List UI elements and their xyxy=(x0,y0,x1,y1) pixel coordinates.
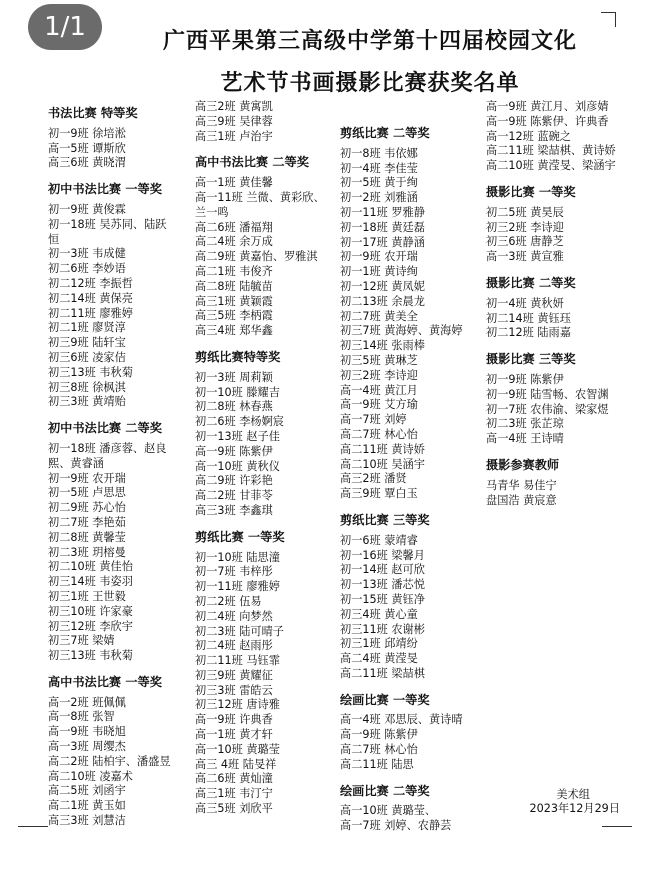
winner-entry: 初三2班 李诗迎 xyxy=(340,368,418,382)
footer-date: 2023年12月29日 xyxy=(529,802,620,815)
winner-entry: 初一6班 蒙靖睿 xyxy=(340,533,418,547)
winner-entry: 高二11班 黄诗娇 xyxy=(340,442,425,456)
winner-entry: 初二6班 李妙语 xyxy=(48,262,126,276)
column-1 xyxy=(48,100,176,829)
winner-entry: 初二8班 黄馨莹 xyxy=(48,530,126,544)
winner-entry: 初一18班 黄廷磊 xyxy=(340,220,425,234)
winner-entry: 初一13班 潘芯悦 xyxy=(340,578,425,592)
winner-entry: 高三1班 韦汀宁 xyxy=(195,787,273,801)
winner-entry: 初二3班 玥榕曼 xyxy=(48,545,126,559)
winner-entry: 高二6班 黄灿潼 xyxy=(195,772,273,786)
winner-entry: 初一3班 周莉颖 xyxy=(195,370,273,384)
award-section-heading: 书法比赛 特等奖 xyxy=(48,106,138,120)
winner-entry: 高一4班 黄江月 xyxy=(340,383,418,397)
winner-entry: 初二9班 苏心怡 xyxy=(48,501,126,515)
winner-entry: 高一5班 谭斯欣 xyxy=(48,141,126,155)
award-section-heading: 剪纸比赛 二等奖 xyxy=(340,126,430,140)
winner-entry: 初二4班 赵雨彤 xyxy=(195,639,273,653)
column-3 xyxy=(340,120,478,834)
winner-entry: 初三13班 韦秋菊 xyxy=(48,365,133,379)
winner-entry: 初一9班 陈紫伊 xyxy=(486,372,564,386)
winner-entry: 高二6班 潘福翔 xyxy=(195,220,273,234)
winner-entry: 高一3班 周缨杰 xyxy=(48,740,126,754)
winner-entry: 高二8班 陆毓苗 xyxy=(195,279,273,293)
winner-entry: 初三4班 黄心童 xyxy=(340,607,418,621)
winner-entry: 初一15班 黄钰净 xyxy=(340,592,425,606)
winner-entry: 初三11班 农谢彬 xyxy=(340,622,425,636)
winner-entry: 初二8班 林春燕 xyxy=(195,400,273,414)
winner-entry: 初二14班 黄保亮 xyxy=(48,291,133,305)
winner-entry: 初二3班 陆可晴子 xyxy=(195,624,284,638)
winner-entry: 盘国浩 黄宸意 xyxy=(486,493,557,507)
winner-entry: 马青华 易佳宁 xyxy=(486,478,557,492)
winner-entry: 初三8班 徐枫淇 xyxy=(48,380,126,394)
footer-organization: 美术组 xyxy=(556,788,590,801)
crop-mark-bottom-right xyxy=(602,826,632,827)
winner-entry: 初一2班 刘雅涵 xyxy=(340,191,418,205)
winner-entry: 初一9班 陆雪畅、农智渊 xyxy=(486,387,609,401)
winner-entry: 初三7班 黄海婷、黄海婷 xyxy=(340,324,463,338)
winner-entry: 初二12班 陆雨嘉 xyxy=(486,326,571,340)
winner-entry: 初一9班 黄俊霖 xyxy=(48,202,126,216)
winner-entry: 初三9班 黄耀征 xyxy=(195,668,273,682)
winner-entry: 初一13班 赵子佳 xyxy=(195,429,280,443)
winner-entry: 高一4班 邓思辰、黄诗晴 xyxy=(340,713,463,727)
winner-entry: 初一4班 黄秋妍 xyxy=(486,296,564,310)
winner-entry: 高一9班 许典香 xyxy=(195,713,273,727)
crop-mark-bottom-left xyxy=(18,826,48,827)
winner-entry: 初一10班 陆思潼 xyxy=(195,550,280,564)
award-section-heading: 剪纸比赛 三等奖 xyxy=(340,512,430,527)
winner-entry: 初二10班 黄佳怡 xyxy=(48,560,133,574)
winner-entry: 初一4班 李佳莹 xyxy=(340,161,418,175)
winner-entry: 高三6班 黄晓渭 xyxy=(48,156,126,170)
winner-entry: 初一12班 黄凤妮 xyxy=(340,279,425,293)
award-section-heading: 摄影比赛 二等奖 xyxy=(486,275,576,290)
award-section-heading: 摄影参赛教师 xyxy=(486,457,560,472)
award-section-heading: 初中书法比赛 一等奖 xyxy=(48,182,162,197)
award-section-heading: 绘画比赛 二等奖 xyxy=(340,783,430,798)
page-indicator: 1/1 xyxy=(28,4,102,50)
winner-entry: 高一2班 班佩佩 xyxy=(48,695,126,709)
award-section-heading: 摄影比赛 一等奖 xyxy=(486,184,576,199)
winner-entry: 初二5班 黄昊辰 xyxy=(486,205,564,219)
winner-entry: 初一7班 农伟渝、梁家煜 xyxy=(486,402,609,416)
winner-entry: 高二2班 甘菲苓 xyxy=(195,489,273,503)
winner-entry: 初二6班 李杨婀宸 xyxy=(195,415,284,429)
award-section-heading: 初中书法比赛 二等奖 xyxy=(48,421,162,436)
winner-entry: 初三9班 陆轩宝 xyxy=(48,336,126,350)
winner-entry: 初二3班 张芷琼 xyxy=(486,417,564,431)
winner-entry: 初三12班 李欣宇 xyxy=(48,619,133,633)
winner-entry: 初三14班 韦姿羽 xyxy=(48,575,133,589)
winner-entry: 高三5班 李柄霞 xyxy=(195,309,273,323)
winner-entry: 初一18班 吴苏同、陆跃恒 xyxy=(48,217,167,246)
winner-entry: 高三4班 郑华鑫 xyxy=(195,324,273,338)
winner-entry: 初一11班 廖雅婷 xyxy=(195,580,280,594)
winner-entry: 高二11班 陆思 xyxy=(340,757,414,771)
winner-entry: 高二10班 凌嘉术 xyxy=(48,769,133,783)
winner-entry: 高一10班 黄璐莹 xyxy=(195,742,280,756)
winner-entry: 高二10班 吴涵宇 xyxy=(340,457,425,471)
winner-entry: 高一3班 黄宣雅 xyxy=(486,250,564,264)
winner-entry: 初一18班 潘彦蓉、赵良熙、黄睿涵 xyxy=(48,441,167,470)
winner-entry: 初三3班 黄靖贻 xyxy=(48,395,126,409)
winner-entry: 初一5班 卢思思 xyxy=(48,486,126,500)
column-4 xyxy=(486,100,636,508)
winner-entry: 高二4班 黄滢旻 xyxy=(340,652,418,666)
winner-entry: 高二11班 梁喆棋 xyxy=(340,666,425,680)
winner-entry: 初二7班 黄美全 xyxy=(340,309,418,323)
winner-entry: 初二7班 李艳茹 xyxy=(48,515,126,529)
award-section-heading: 绘画比赛 一等奖 xyxy=(340,692,430,707)
winner-entry: 高二2班 陆柏宇、潘盛昱 xyxy=(48,754,171,768)
winner-entry: 高三5班 刘欣平 xyxy=(195,802,273,816)
winner-entry: 高三2班 黄寓凯 xyxy=(195,100,273,113)
winner-entry: 高一1班 黄才轩 xyxy=(195,728,273,742)
winner-entry: 初一10班 滕耀吉 xyxy=(195,385,280,399)
winner-entry: 初一7班 韦梓彤 xyxy=(195,565,273,579)
winner-entry: 高一9班 艾方瑜 xyxy=(340,398,418,412)
column-2 xyxy=(195,100,330,817)
winner-entry: 高三1班 黄颖霞 xyxy=(195,294,273,308)
winner-entry: 初二14班 黄钰珏 xyxy=(486,311,571,325)
award-section-heading: 剪纸比赛特等奖 xyxy=(195,349,281,364)
award-section-heading: 高中书法比赛 一等奖 xyxy=(48,674,162,689)
winner-entry: 高三 4班 陆旻祥 xyxy=(195,757,277,771)
winner-entry: 初一5班 黄于绚 xyxy=(340,176,418,190)
winner-entry: 初一1班 黄诗绚 xyxy=(340,265,418,279)
winner-entry: 初三6班 凌家佶 xyxy=(48,350,126,364)
winner-entry: 初一17班 黄静涵 xyxy=(340,235,425,249)
winner-entry: 初三5班 黄琳芝 xyxy=(340,353,418,367)
winner-entry: 高三3班 李鑫琪 xyxy=(195,503,273,517)
winner-entry: 初二4班 向梦然 xyxy=(195,609,273,623)
winner-entry: 高三9班 吴律蓉 xyxy=(195,114,273,128)
winner-entry: 高二4班 余万成 xyxy=(195,235,273,249)
winner-entry: 高二10班 黄滢旻、梁涵宇 xyxy=(486,159,616,173)
winner-entry: 高三9班 覃白玉 xyxy=(340,487,418,501)
winner-entry: 初三12班 唐诗雅 xyxy=(195,698,280,712)
document-title-line1: 广西平果第三高级中学第十四届校园文化 xyxy=(162,29,577,54)
winner-entry: 高一7班 刘婷、农静芸 xyxy=(340,819,452,833)
winner-entry: 初一8班 韦依娜 xyxy=(340,146,418,160)
winner-entry: 高三2班 潘贤 xyxy=(340,472,407,486)
winner-entry: 高二9班 许彩艳 xyxy=(195,474,273,488)
winner-entry: 高二1班 黄玉如 xyxy=(48,799,126,813)
winner-entry: 高一8班 张智 xyxy=(48,710,115,724)
winner-entry: 高三1班 卢治宇 xyxy=(195,129,273,143)
winner-entry: 初二11班 廖雅婷 xyxy=(48,306,133,320)
winner-entry: 初一3班 韦成健 xyxy=(48,247,126,261)
winner-entry: 初三1班 邱靖纷 xyxy=(340,637,418,651)
winner-entry: 高三3班 刘慧洁 xyxy=(48,814,126,828)
winner-entry: 初三1班 王世毅 xyxy=(48,589,126,603)
winner-entry: 高一10班 黄秋仪 xyxy=(195,459,280,473)
winner-entry: 初三10班 许家豪 xyxy=(48,604,133,618)
winner-entry: 高一7班 刘婷 xyxy=(340,413,407,427)
winner-entry: 初一9班 农开瑞 xyxy=(340,250,418,264)
winner-entry: 初一14班 赵可欣 xyxy=(340,563,425,577)
winner-entry: 高一9班 陈紫伊 xyxy=(340,728,418,742)
winner-entry: 高二9班 黄嘉怡、罗雅淇 xyxy=(195,250,318,264)
winner-entry: 高二11班 梁喆棋、黄诗娇 xyxy=(486,144,616,158)
winner-entry: 初二2班 伍易 xyxy=(195,594,262,608)
winner-entry: 高二7班 林心怡 xyxy=(340,427,418,441)
winner-entry: 高一12班 蓝碗之 xyxy=(486,129,571,143)
winner-entry: 初三3班 雷皓云 xyxy=(195,683,273,697)
winner-entry: 高一9班 陈紫伊、许典香 xyxy=(486,114,609,128)
winner-entry: 初二13班 余晨龙 xyxy=(340,294,425,308)
winner-entry: 高一9班 黄江月、刘彦婧 xyxy=(486,100,609,113)
winner-entry: 高一10班 黄璐莹、 xyxy=(340,804,437,818)
winner-entry: 高一4班 王诗晴 xyxy=(486,432,564,446)
winner-entry: 初一16班 梁馨月 xyxy=(340,548,425,562)
winner-entry: 初三7班 梁婧 xyxy=(48,634,115,648)
winner-entry: 高二7班 林心怡 xyxy=(340,743,418,757)
award-section-heading: 高中书法比赛 二等奖 xyxy=(195,155,309,170)
winner-entry: 初三14班 张雨棒 xyxy=(340,339,425,353)
winner-entry: 高一11班 兰微、黄彩欣、兰一鸣 xyxy=(195,190,325,219)
winner-entry: 初二1班 廖贤淳 xyxy=(48,321,126,335)
winner-entry: 高一9班 陈紫伊 xyxy=(195,444,273,458)
winner-entry: 初二11班 马钰霏 xyxy=(195,654,280,668)
winner-entry: 初三13班 韦秋菊 xyxy=(48,649,133,663)
document-title-line2: 艺术节书画摄影比赛获奖名单 xyxy=(220,71,520,96)
winner-entry: 初三2班 李诗迎 xyxy=(486,220,564,234)
winner-entry: 初三6班 唐静芝 xyxy=(486,235,564,249)
winner-entry: 初一11班 罗雅静 xyxy=(340,205,425,219)
winner-entry: 初二12班 李振哲 xyxy=(48,276,133,290)
award-section-heading: 摄影比赛 三等奖 xyxy=(486,352,576,367)
winner-entry: 高二5班 刘函宇 xyxy=(48,784,126,798)
winner-entry: 高二1班 韦俊齐 xyxy=(195,264,273,278)
winner-entry: 高一1班 黄佳馨 xyxy=(195,176,273,190)
award-section-heading: 剪纸比赛 一等奖 xyxy=(195,529,285,544)
winner-entry: 初一9班 农开瑞 xyxy=(48,471,126,485)
winner-entry: 初一9班 徐培淞 xyxy=(48,126,126,140)
winner-entry: 高一9班 韦晓旭 xyxy=(48,725,126,739)
